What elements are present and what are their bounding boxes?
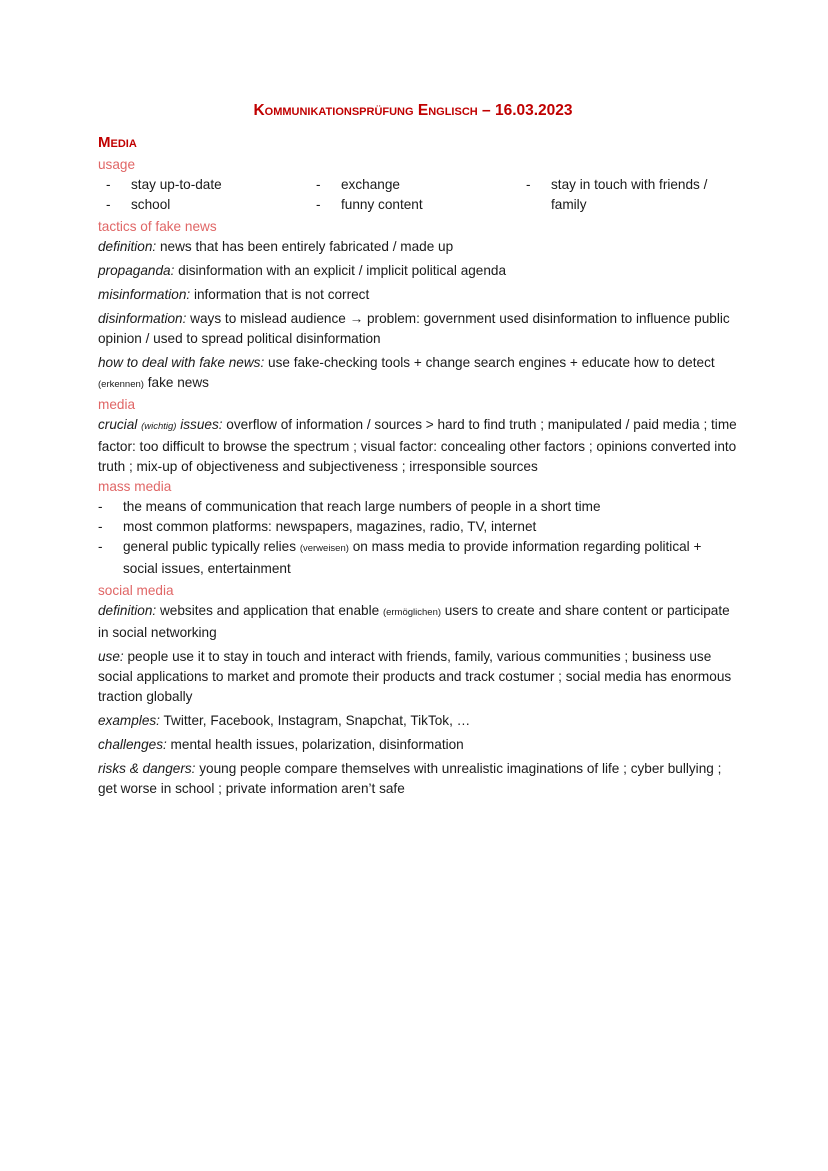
list-item: - stay up-to-date	[98, 175, 308, 195]
social-media-definition: definition: websites and application that enable (ermöglichen) users to create and share content or participate in social networking	[98, 603, 730, 640]
social-media-examples: examples: Twitter, Facebook, Instagram, Snapchat, TikTok, …	[98, 713, 471, 728]
list-item: - funny content	[308, 195, 518, 215]
subheading-media: media	[98, 397, 136, 412]
subheading-mass-media: mass media	[98, 479, 172, 494]
fake-news-how-to-deal: how to deal with fake news: use fake-checking tools + change search engines + educate how to detect (erkennen) fake news	[98, 355, 715, 390]
mass-media-list	[98, 497, 738, 579]
section-title-media: Media	[98, 134, 137, 151]
usage-column-2	[308, 175, 518, 215]
list-item: - most common platforms: newspapers, magazines, radio, TV, internet	[98, 517, 738, 537]
fake-news-disinformation: disinformation: ways to mislead audience → problem: government used disinformation to influence public opinion / used to spread political disinformation	[98, 311, 730, 346]
list-item: - school	[98, 195, 308, 215]
social-media-challenges: challenges: mental health issues, polarization, disinformation	[98, 737, 464, 752]
title-text: Kommunikationsprüfung Englisch	[253, 102, 478, 119]
list-item: - exchange	[308, 175, 518, 195]
list-item: - stay in touch with friends / family	[518, 175, 738, 215]
usage-list	[98, 175, 738, 215]
title-date: – 16.03.2023	[477, 102, 573, 119]
page-title	[98, 101, 728, 121]
usage-column-3	[518, 175, 738, 215]
fake-news-definition: definition: news that has been entirely fabricated / made up	[98, 239, 454, 254]
usage-column-1	[98, 175, 308, 215]
subheading-fake-news: tactics of fake news	[98, 219, 217, 234]
subheading-social-media: social media	[98, 583, 174, 598]
list-item: - the means of communication that reach large numbers of people in a short time	[98, 497, 738, 517]
subheading-usage: usage	[98, 157, 136, 172]
fake-news-misinformation: misinformation: information that is not correct	[98, 287, 370, 302]
document-content	[98, 101, 738, 803]
list-item: - general public typically relies (verweisen) on mass media to provide information regarding political + social issues, entertainment	[98, 537, 738, 579]
media-crucial-issues: crucial (wichtig) issues: overflow of information / sources > hard to find truth ; manipulated / paid media ; time factor: too difficult to browse the spectrum ; visual factor: concealing other factors ; opinions converted into truth ; mix-up of objectiveness and subjectiveness ; irresponsible sources	[98, 417, 737, 474]
fake-news-propaganda: propaganda: disinformation with an explicit / implicit political agenda	[98, 263, 507, 278]
social-media-risks: risks & dangers: young people compare themselves with unrealistic imaginations of life ; cyber bullying ; get worse in school ; private information aren’t safe	[98, 761, 722, 796]
social-media-use: use: people use it to stay in touch and interact with friends, family, various communities ; business use social applications to market and promote their products and track costumer ; social media has enormous traction globally	[98, 649, 732, 704]
